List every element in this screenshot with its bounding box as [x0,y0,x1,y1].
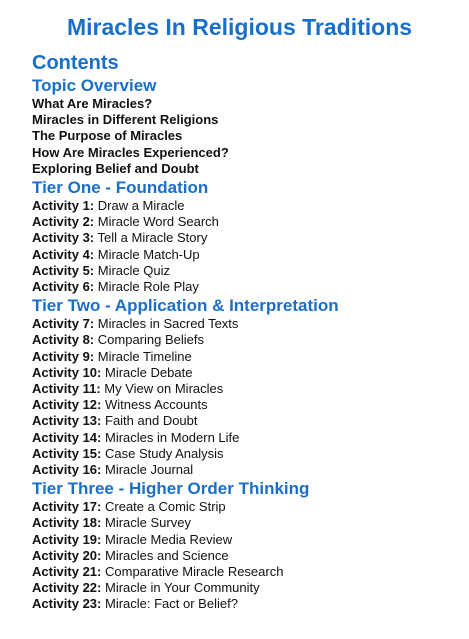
activity-label: Activity 23: [32,596,102,612]
activity-title: Miracles and Science [105,547,229,563]
activity-label: Activity 15: [32,445,102,461]
activity-item [32,279,459,295]
topic-overview-section [32,75,459,177]
activity-label: Activity 7: [32,316,95,332]
activity-item [32,596,459,612]
activity-label: Activity 6: [32,279,95,295]
tier-two-section [32,295,459,478]
activity-label: Activity 4: [32,246,95,262]
activity-title: Miracle: Fact or Belief? [105,596,238,612]
activity-item [32,349,459,365]
activity-label: Activity 20: [32,547,102,563]
activity-item [32,230,459,246]
topic-overview-heading: Topic Overview [32,76,157,95]
activity-item [32,564,459,580]
activity-title: Comparing Beliefs [97,332,204,348]
activity-label: Activity 12: [32,397,102,413]
activity-item [32,247,459,263]
overview-item: The Purpose of Miracles [32,128,183,144]
activity-title: Miracle Survey [105,515,191,531]
overview-item: What Are Miracles? [32,96,153,111]
activity-title: Tell a Miracle Story [97,230,208,246]
tier-two-activity-list [32,316,459,478]
activity-label: Activity 5: [32,262,95,278]
activity-title: Miracles in Modern Life [105,429,240,445]
activity-title: Comparative Miracle Research [105,564,284,580]
activity-label: Activity 22: [32,580,102,596]
activity-label: Activity 2: [32,214,95,230]
activity-label: Activity 21: [32,564,102,580]
activity-label: Activity 16: [32,462,102,478]
activity-item [32,365,459,381]
tier-one-activity-list [32,198,459,295]
activity-label: Activity 3: [32,230,95,246]
activity-item [32,430,459,446]
tier-three-activity-list [32,499,459,612]
activity-label: Activity 19: [32,531,102,547]
activity-title: Miracle Media Review [105,531,233,547]
activity-item [32,381,459,397]
activity-item [32,397,459,413]
activity-item [32,462,459,478]
activity-title: Miracles in Sacred Texts [97,316,239,332]
activity-item [32,532,459,548]
activity-item [32,413,459,429]
activity-title: Witness Accounts [105,397,208,413]
activity-label: Activity 10: [32,364,102,380]
activity-item [32,214,459,230]
tier-one-section [32,177,459,295]
overview-item: Exploring Belief and Doubt [32,160,199,176]
activity-item [32,332,459,348]
activity-item [32,548,459,564]
activity-item [32,580,459,596]
activity-label: Activity 8: [32,332,95,348]
tier-one-heading: Tier One - Foundation [32,178,209,198]
activity-title: Create a Comic Strip [105,499,226,515]
activity-label: Activity 17: [32,499,102,515]
page-title: Miracles In Religious Traditions [66,14,413,40]
activity-title: Miracle Journal [105,462,194,478]
activity-label: Activity 18: [32,515,102,531]
overview-item: Miracles in Different Religions [32,112,219,128]
tier-two-heading: Tier Two - Application & Interpretation [32,296,339,316]
tier-three-heading: Tier Three - Higher Order Thinking [32,479,310,499]
activity-title: Draw a Miracle [97,198,185,214]
activity-title: Miracle Match-Up [97,246,200,262]
contents-heading: Contents [32,52,119,74]
activity-title: Faith and Doubt [105,413,198,429]
tier-three-section [32,478,459,612]
activity-item [32,515,459,531]
activity-title: Case Study Analysis [105,445,224,461]
activity-title: Miracle Timeline [97,348,192,364]
activity-title: Miracle Quiz [97,262,171,278]
activity-title: My View on Miracles [104,381,224,397]
activity-item [32,446,459,462]
activity-label: Activity 14: [32,429,102,445]
topic-overview-list [32,96,459,177]
activity-label: Activity 13: [32,413,102,429]
activity-item [32,316,459,332]
activity-label: Activity 11: [32,381,101,397]
activity-title: Miracle Debate [105,364,193,380]
activity-title: Miracle in Your Community [105,580,260,596]
activity-title: Miracle Role Play [97,279,199,295]
activity-label: Activity 1: [32,198,95,214]
activity-title: Miracle Word Search [97,214,219,230]
overview-item: How Are Miracles Experienced? [32,144,229,160]
activity-item [32,263,459,279]
activity-item [32,499,459,515]
activity-label: Activity 9: [32,348,95,364]
activity-item [32,198,459,214]
